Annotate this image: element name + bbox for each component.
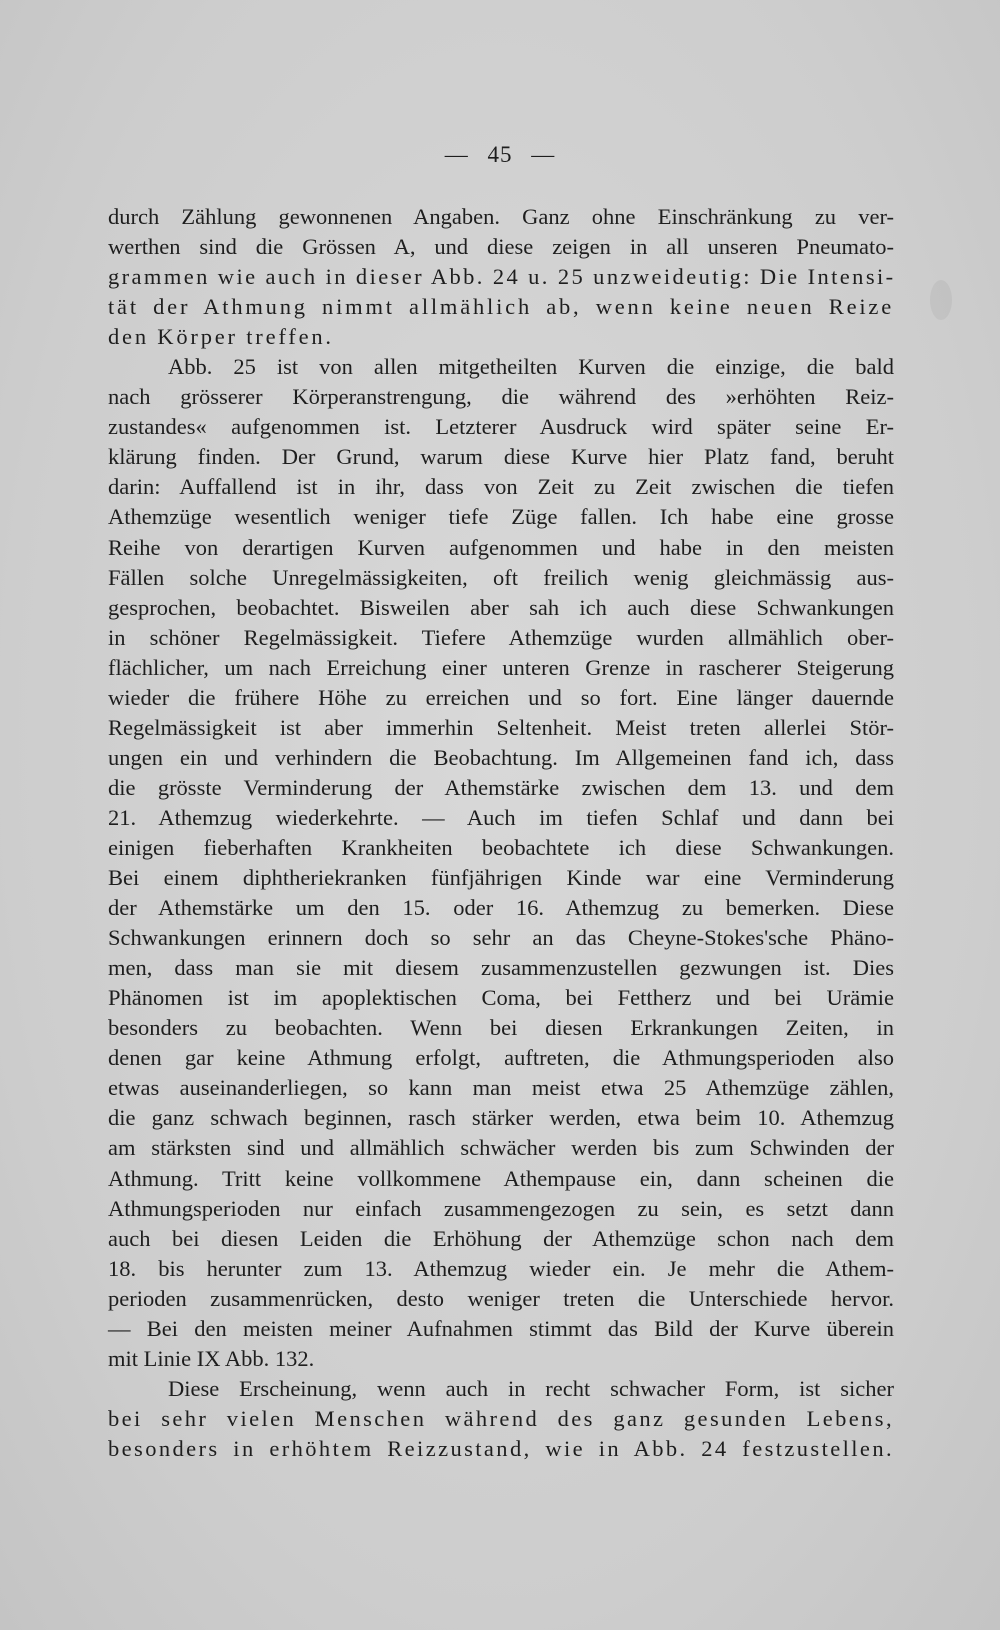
text-line: Schwankungen erinnern doch so sehr an das Cheyne-Stokes'sche Phäno- xyxy=(108,925,894,951)
text-line: Athmungsperioden nur einfach zusammengezogen zu sein, es setzt dann xyxy=(108,1195,894,1221)
text-line: klärung finden. Der Grund, warum diese Kurve hier Platz fand, beruht xyxy=(108,444,894,470)
text-line: Abb. 25 ist von allen mitgetheilten Kurven die einzige, die bald xyxy=(168,354,894,380)
text-line: Regelmässigkeit ist aber immerhin Seltenheit. Meist treten allerlei Stör- xyxy=(108,714,894,740)
text-line: tät der Athmung nimmt allmählich ab, wenn keine neuen Reize xyxy=(108,294,894,320)
text-line: ungen ein und verhindern die Beobachtung. Im Allgemeinen fand ich, dass xyxy=(108,744,894,770)
text-line: flächlicher, um nach Erreichung einer unteren Grenze in rascherer Steigerung xyxy=(108,654,894,680)
text-line: Diese Erscheinung, wenn auch in recht schwacher Form, ist sicher xyxy=(168,1375,894,1401)
text-line: Athemzüge wesentlich weniger tiefe Züge fallen. Ich habe eine grosse xyxy=(108,504,894,530)
text-line: perioden zusammenrücken, desto weniger treten die Unterschiede hervor. xyxy=(108,1285,894,1311)
text-line: den Körper treffen. xyxy=(108,324,334,350)
text-line: etwas auseinanderliegen, so kann man meist etwa 25 Athemzüge zählen, xyxy=(108,1075,894,1101)
text-line: Phänomen ist im apoplektischen Coma, bei Fettherz und bei Urämie xyxy=(108,985,894,1011)
text-line: die grösste Verminderung der Athemstärke zwischen dem 13. und dem xyxy=(108,774,894,800)
text-line: in schöner Regelmässigkeit. Tiefere Athemzüge wurden allmählich ober- xyxy=(108,624,894,650)
text-line: Fällen solche Unregelmässigkeiten, oft freilich wenig gleichmässig aus- xyxy=(108,564,894,590)
page-number xyxy=(0,142,1000,168)
text-line: Athmung. Tritt keine vollkommene Athempause ein, dann scheinen die xyxy=(108,1165,894,1191)
text-line: die ganz schwach beginnen, rasch stärker werden, etwa beim 10. Athemzug xyxy=(108,1105,894,1131)
text-line: besonders zu beobachten. Wenn bei diesen Erkrankungen Zeiten, in xyxy=(108,1015,894,1041)
text-line: mit Linie IX Abb. 132. xyxy=(108,1345,315,1371)
text-line: 21. Athemzug wiederkehrte. — Auch im tiefen Schlaf und dann bei xyxy=(108,804,894,830)
paper-stain xyxy=(930,280,952,320)
text-line: auch bei diesen Leiden die Erhöhung der Athemzüge schon nach dem xyxy=(108,1225,894,1251)
text-line: 18. bis herunter zum 13. Athemzug wieder ein. Je mehr die Athem- xyxy=(108,1255,894,1281)
text-line: men, dass man sie mit diesem zusammenzustellen gezwungen ist. Dies xyxy=(108,955,894,981)
text-line: Reihe von derartigen Kurven aufgenommen und habe in den meisten xyxy=(108,534,894,560)
text-line: grammen wie auch in dieser Abb. 24 u. 25 unzweideutig: Die Intensi- xyxy=(108,264,896,290)
text-line: zustandes« aufgenommen ist. Letzterer Ausdruck wird später seine Er- xyxy=(108,414,894,440)
text-line: — Bei den meisten meiner Aufnahmen stimmt das Bild der Kurve überein xyxy=(108,1315,894,1341)
text-line: gesprochen, beobachtet. Bisweilen aber sah ich auch diese Schwankungen xyxy=(108,594,894,620)
text-line: besonders in erhöhtem Reizzustand, wie in Abb. 24 festzustellen. xyxy=(108,1435,894,1461)
text-line: darin: Auffallend ist in ihr, dass von Zeit zu Zeit zwischen die tiefen xyxy=(108,474,894,500)
text-line: bei sehr vielen Menschen während des ganz gesunden Lebens, xyxy=(108,1405,894,1431)
page-number-value: 45 xyxy=(487,142,513,167)
body-text xyxy=(108,202,894,1464)
text-line: einigen fieberhaften Krankheiten beobachtete ich diese Schwankungen. xyxy=(108,834,894,860)
text-line: am stärksten sind und allmählich schwächer werden bis zum Schwinden der xyxy=(108,1135,894,1161)
text-line: der Athemstärke um den 15. oder 16. Athemzug zu bemerken. Diese xyxy=(108,895,894,921)
text-line: nach grösserer Körperanstrengung, die während des »erhöhten Reiz- xyxy=(108,384,894,410)
text-line: denen gar keine Athmung erfolgt, auftreten, die Athmungsperioden also xyxy=(108,1045,894,1071)
text-line: durch Zählung gewonnenen Angaben. Ganz ohne Einschränkung zu ver- xyxy=(108,204,894,229)
page-number-dash-left: — xyxy=(444,142,469,167)
page-number-dash-right: — xyxy=(531,142,556,167)
text-line: werthen sind die Grössen A, und diese zeigen in all unseren Pneumato- xyxy=(108,234,894,260)
text-line: wieder die frühere Höhe zu erreichen und so fort. Eine länger dauernde xyxy=(108,684,894,710)
text-line: Bei einem diphtheriekranken fünfjährigen Kinde war eine Verminderung xyxy=(108,865,894,891)
